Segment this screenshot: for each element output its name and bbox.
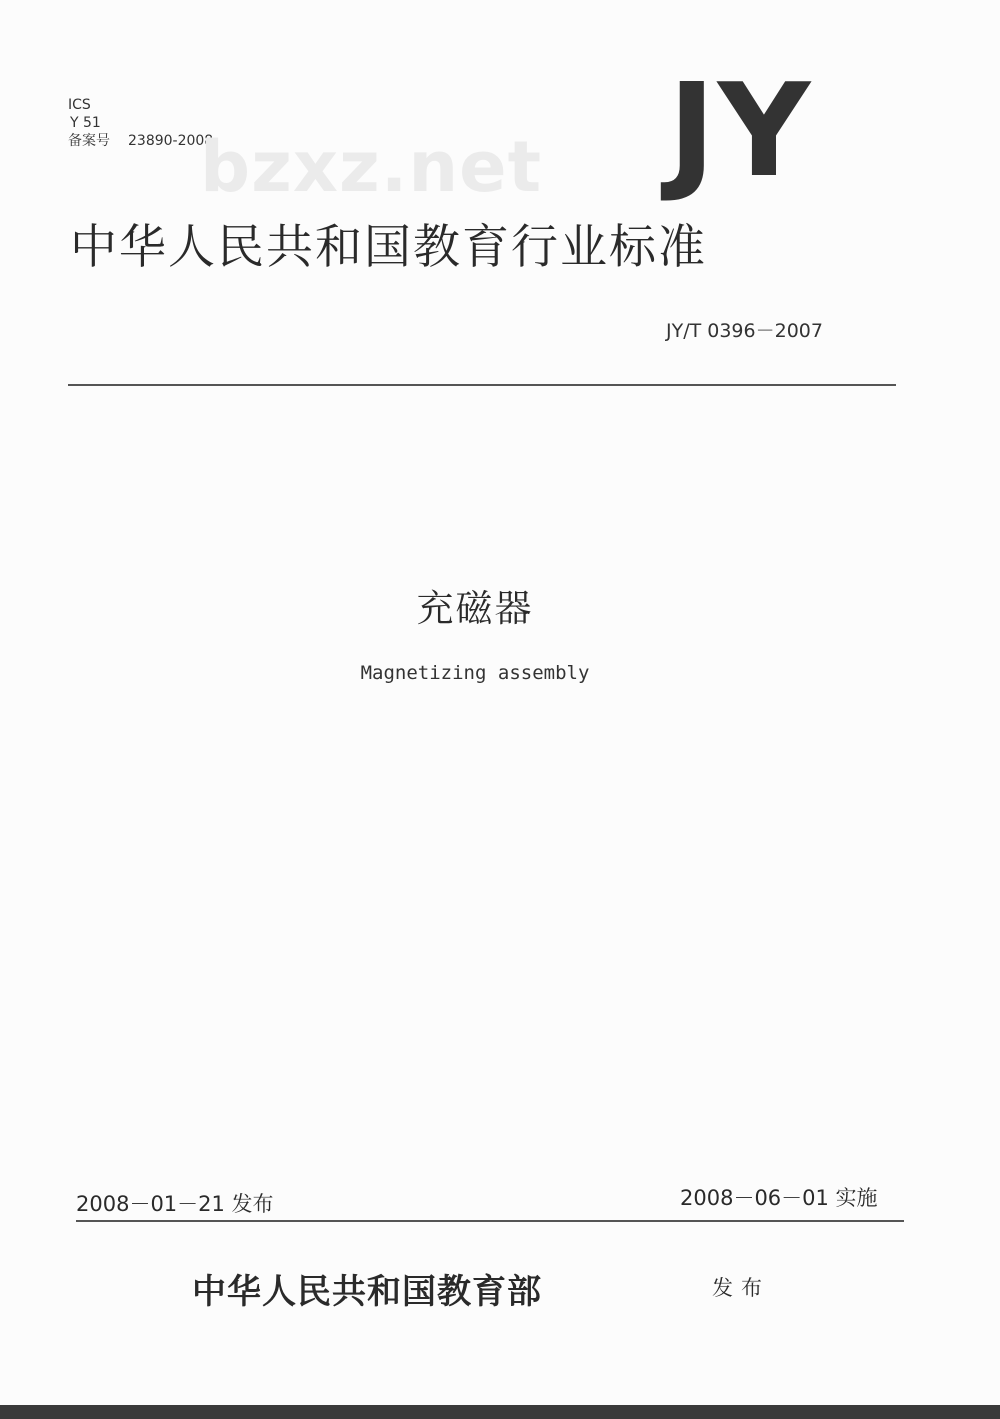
watermark: bzxz.net bbox=[200, 126, 543, 208]
standard-code: JY/T 0396－2007 bbox=[666, 320, 823, 342]
issuer-name: 中华人民共和国教育部 bbox=[192, 1272, 542, 1312]
effective-date: 2008－06－01 实施 bbox=[680, 1186, 878, 1210]
ics-label: ICS bbox=[68, 97, 91, 113]
record-number-row bbox=[68, 132, 213, 150]
issue-date: 2008－01－21 发布 bbox=[76, 1192, 274, 1216]
scan-edge-bar bbox=[0, 1405, 1000, 1419]
document-meta bbox=[68, 96, 213, 150]
document-subtitle: Magnetizing assembly bbox=[360, 662, 590, 684]
issuer-action: 发布 bbox=[712, 1276, 770, 1300]
jy-logo: JY bbox=[668, 57, 813, 206]
classification-code: Y 51 bbox=[70, 115, 101, 131]
document-title: 充磁器 bbox=[416, 587, 534, 630]
record-number: 23890-2008 bbox=[128, 133, 214, 149]
top-divider bbox=[68, 384, 896, 386]
standard-title: 中华人民共和国教育行业标准 bbox=[70, 220, 707, 275]
record-label: 备案号 bbox=[68, 133, 110, 149]
bottom-divider bbox=[76, 1220, 904, 1222]
